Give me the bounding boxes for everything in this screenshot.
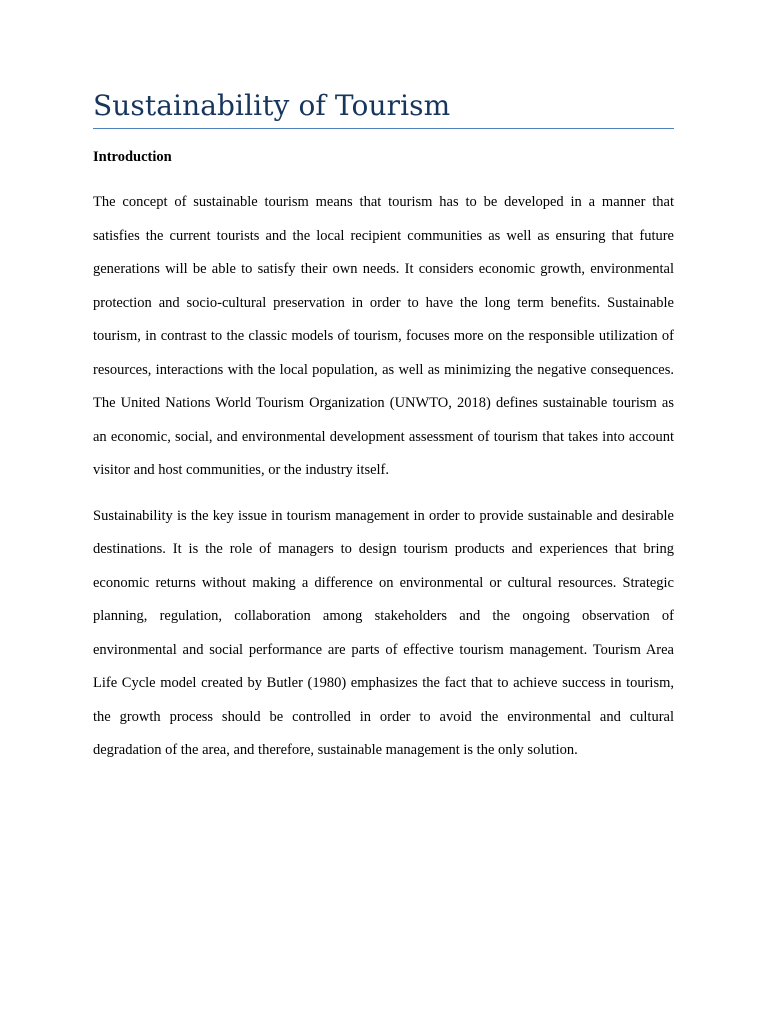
document-title: Sustainability of Tourism xyxy=(93,89,451,122)
body-paragraph: The concept of sustainable tourism means that tourism has to be developed in a manner that satisfies the current tourists and the local recipient communities as well as ensuring that future generations will be able to satisfy their own needs. It considers economic growth, environmental protection and socio-cultural preservation in order to have the long term benefits. Sustainable tourism, in contrast to the classic models of tourism, focuses more on the responsible utilization of resources, interactions with the local population, as well as minimizing the negative consequences. The United Nations World Tourism Organization (UNWTO, 2018) defines sustainable tourism as an economic, social, and environmental development assessment of tourism that takes into account visitor and host communities, or the industry itself. xyxy=(93,194,674,478)
title-underline xyxy=(93,128,674,129)
body-paragraph: Sustainability is the key issue in tourism management in order to provide sustainable and desirable destinations. It is the role of managers to design tourism products and experiences that bring economic returns without making a difference on environmental or cultural resources. Strategic planning, regulation, collaboration among stakeholders and the ongoing observation of environmental and social performance are parts of effective tourism management. Tourism Area Life Cycle model created by Butler (1980) emphasizes the fact that to achieve success in tourism, the growth process should be controlled in order to avoid the environmental and cultural degradation of the area, and therefore, sustainable management is the only solution. xyxy=(93,507,674,758)
document-page xyxy=(93,0,674,768)
section-heading-introduction: Introduction xyxy=(93,149,172,165)
